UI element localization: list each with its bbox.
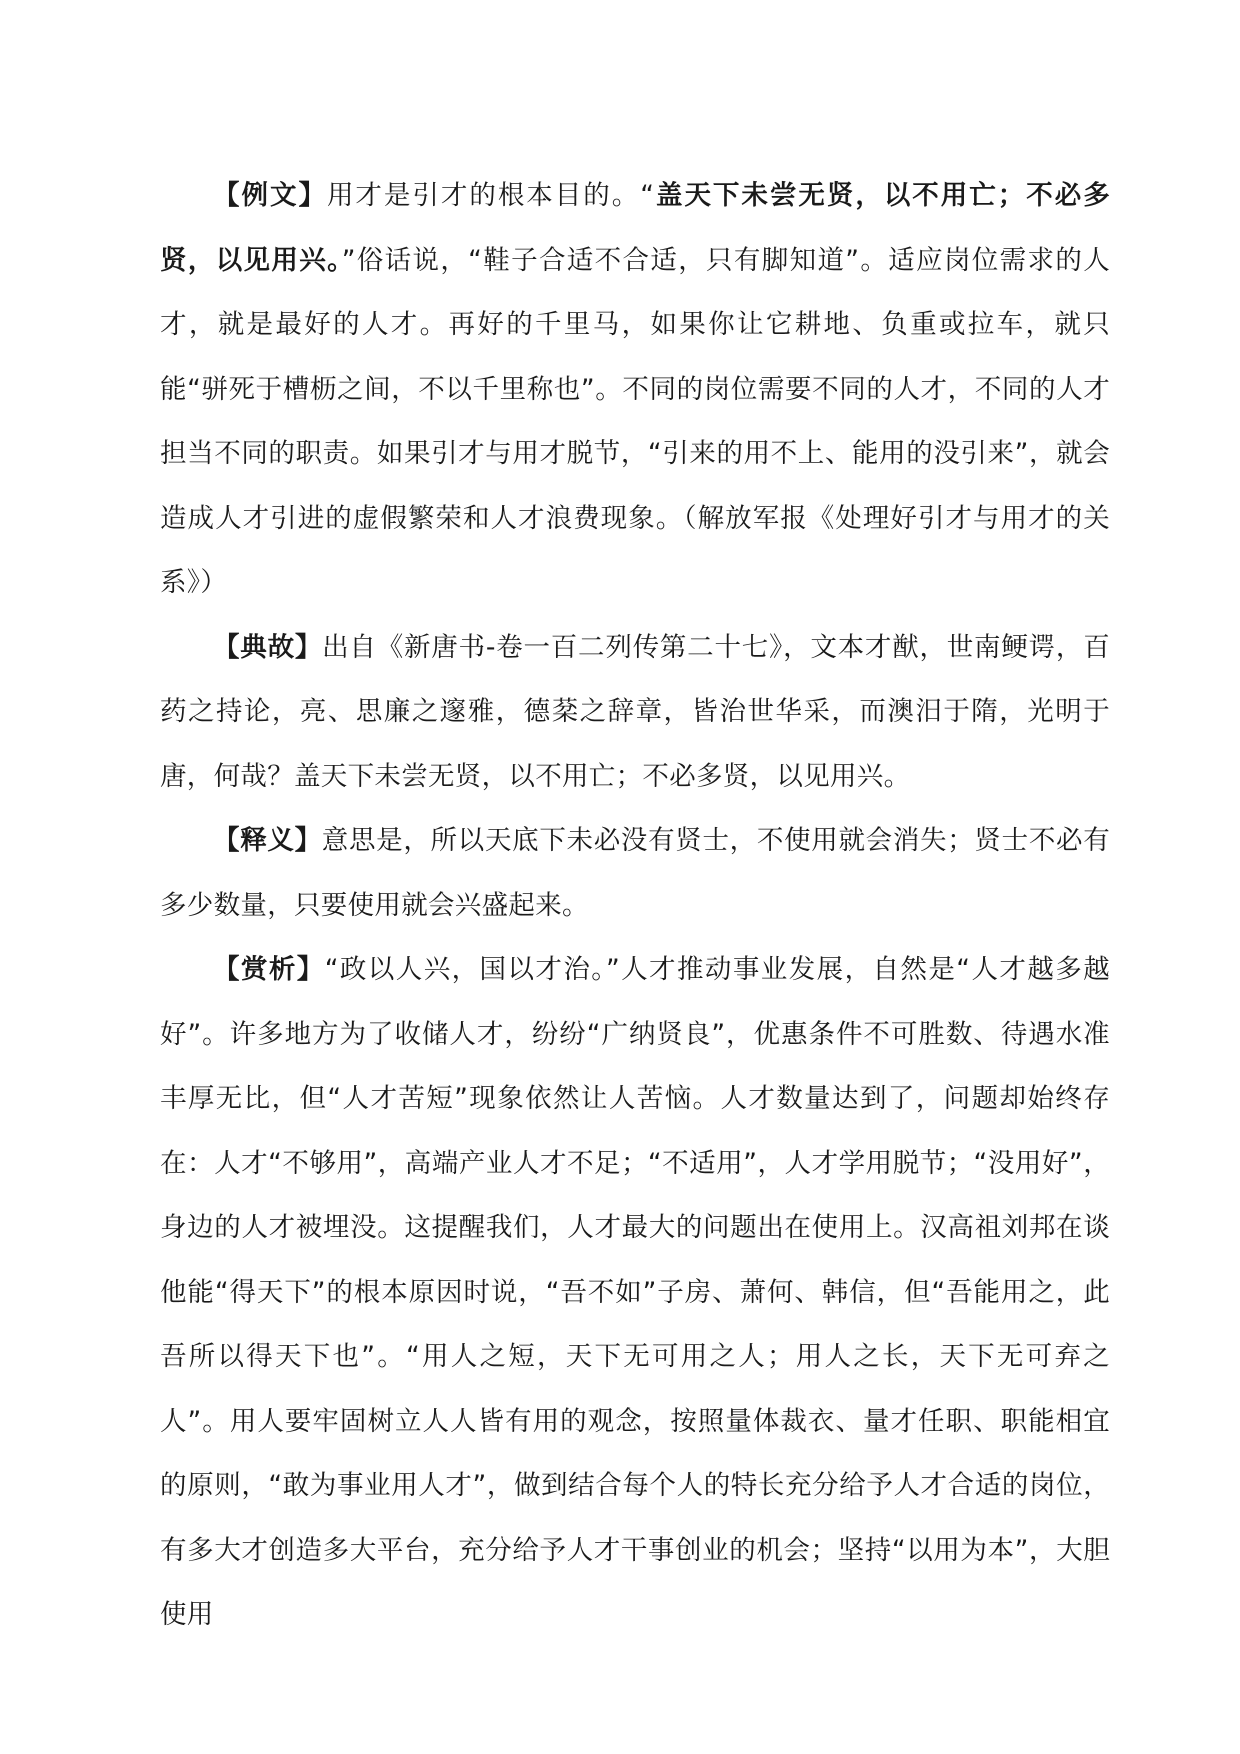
paragraph-label: 【典故】 bbox=[213, 631, 323, 663]
paragraph-label: 【赏析】 bbox=[213, 954, 325, 985]
paragraph-text: “政以人兴，国以才治。”人才推动事业发展，自然是“人才越多越好”。许多地方为了收储人才，纷纷“广纳贤良”，优惠条件不可胜数、待遇水准丰厚无比，但“人才苦短”现象依然让人苦恼。人才数量达到了，问题却始终存在：人才“不够用”，高端产业人才不足；“不适用”，人才学用脱节；“没用好”，身边的人才被埋没。这提醒我们，人才最大的问题出在使用上。汉高祖刘邦在谈他能“得天下”的根本原因时说，“吾不如”子房、萧何、韩信，但“吾能用之，此吾所以得天下也”。“用人之短，天下无可用之人；用人之长，天下无可弃之人”。用人要牢固树立人人皆有用的观念，按照量体裁衣、量才任职、职能相宜的原则，“敢为事业用人才”，做到结合每个人的特长充分给予人才合适的岗位，有多大才创造多大平台，充分给予人才干事创业的机会；坚持“以用为本”，大胆使用 bbox=[160, 954, 1111, 1630]
document-body bbox=[160, 164, 1110, 1648]
quote-bold-text: 盖天下未尝无贤，以不用亡；不必多贤，以见用兴。 bbox=[160, 180, 1110, 276]
paragraph-text: 用才是引才的根本目的。“ bbox=[326, 180, 655, 211]
paragraph-appreciation bbox=[160, 938, 1110, 1648]
paragraph-text: 出自《新唐书-卷一百二列传第二十七》，文本才猷，世南鲠谔，百药之持论，亮、思廉之邃雅，德棻之辞章，皆治世华采，而澳汨于隋，光明于唐，何哉？盖天下未尝无贤，以不用亡；不必多贤，以见用兴。 bbox=[160, 631, 1110, 792]
paragraph-label: 【释义】 bbox=[213, 825, 322, 856]
paragraph-text: 意思是，所以天底下未必没有贤士，不使用就会消失；贤士不必有多少数量，只要使用就会兴盛起来。 bbox=[160, 825, 1110, 921]
paragraph-allusion bbox=[160, 616, 1110, 810]
paragraph-text: ”俗话说，“鞋子合适不合适，只有脚知道”。适应岗位需求的人才，就是最好的人才。再好的千里马，如果你让它耕地、负重或拉车，就只能“骈死于槽枥之间，不以千里称也”。不同的岗位需要不同的人才，不同的人才担当不同的职责。如果引才与用才脱节，“引来的用不上、能用的没引来”，就会造成人才引进的虚假繁荣和人才浪费现象。（解放军报《处理好引才与用才的关系》） bbox=[160, 244, 1110, 598]
paragraph-interpretation bbox=[160, 809, 1110, 938]
paragraph-example bbox=[160, 164, 1110, 616]
paragraph-label: 【例文】 bbox=[213, 180, 327, 211]
